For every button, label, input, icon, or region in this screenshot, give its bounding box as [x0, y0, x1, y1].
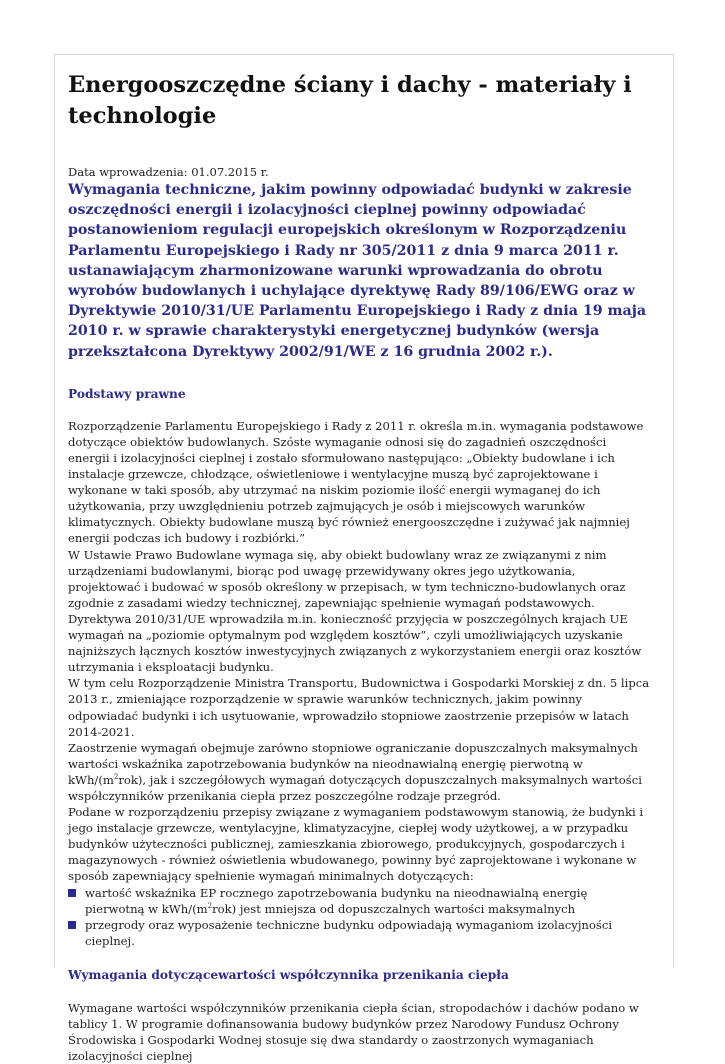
- list-item: [68, 885, 650, 917]
- text-run: wartość wskaźnika EP rocznego zapotrzebowania budynku na nieodnawialną energię pierwotną w kWh/(m: [85, 885, 588, 916]
- lead-paragraph: Wymagania techniczne, jakim powinny odpowiadać budynki w zakresie oszczędności energii i izolacyjności cieplnej powinny odpowiadać postanowieniom regulacji europejskich określonym w Rozporządzeniu Parlamentu Europejskiego i Rady nr 305/2011 z dnia 9 marca 2011 r. ustanawiającym zharmonizowane warunki wprowadzania do obrotu wyrobów budowlanych i uchylające dyrektywę Rady 89/106/EWG oraz w Dyrektywie 2010/31/UE Parlamentu Europejskiego i Rady z dnia 19 maja 2010 r. w sprawie charakterystyki energetycznej budynków (wersja przekształcona Dyrektywy 2002/91/WE z 16 grudnia 2002 r.).: [68, 182, 647, 360]
- section-body-legal-basis: [68, 418, 650, 949]
- publication-date: Data wprowadzenia: 01.07.2015 r.: [68, 165, 269, 179]
- body-paragraph: W tym celu Rozporządzenie Ministra Transportu, Budownictwa i Gospodarki Morskiej z dn. 5 lipca 2013 r., zmieniające rozporządzenie w sprawie warunków technicznych, jakim powinny odpowiadać budynki i ich usytuowanie, wprowadziło stopniowe zaostrzenie przepisów w latach 2014-2021.: [68, 676, 650, 739]
- text-run: rok), jak i szczegółowych wymagań dotyczących dopuszczalnych maksymalnych wartości współczynników przenikania ciepła przez poszczególne rodzaje przegród.: [68, 772, 642, 803]
- article: [68, 70, 650, 1064]
- body-paragraph: Dyrektywa 2010/31/UE wprowadziła m.in. konieczność przyjęcia w poszczególnych krajach UE wymagań na „poziomie optymalnym pod względem kosztów”, czyli umożliwiających uzyskanie najniższych łącznych kosztów inwestycyjnych związanych z wykorzystaniem energii oraz kosztów utrzymania i eksploatacji budynku.: [68, 611, 642, 675]
- body-paragraph: Podane w rozporządzeniu przepisy związane z wymaganiem podstawowym stanowią, że budynki i jego instalacje grzewcze, wentylacyjne, klimatyzacyjne, ciepłej wody użytkowej, a w przypadku budynków użyteczności publicznej, zamieszkania zbiorowego, produkcyjnych, gospodarczych i magazynowych - również oświetlenia wbudowanego, powinny być zaprojektowane i wykonane w sposób zapewniający spełnienie wymagań minimalnych dotyczących:: [68, 805, 644, 884]
- body-paragraph: Rozporządzenie Parlamentu Europejskiego i Rady z 2011 r. określa m.in. wymagania podstawowe dotyczące obiektów budowlanych. Szóste wymaganie odnosi się do zagadnień oszczędności energii i izolacyjności cieplnej i zostało sformułowano następująco: „Obiekty budowlane i ich instalacje grzewcze, chłodzące, oświetleniowe i wentylacyjne muszą być zaprojektowane i wykonane w taki sposób, aby utrzymać na niskim poziomie ilość energii wymaganej do ich użytkowania, przy uwzględnieniu potrzeb zajmujących je osób i miejscowych warunków klimatycznych. Obiekty budowlane muszą być również energooszczędne i zużywać jak najmniej energii podczas ich budowy i rozbiórki.”: [68, 418, 644, 546]
- superscript: 2: [207, 901, 213, 910]
- section-heading-heat-transfer: Wymagania dotyczącewartości współczynnika przenikania ciepła: [68, 967, 509, 982]
- page-title: Energooszczędne ściany i dachy - materiały i technologie: [68, 72, 632, 129]
- text-run: Zaostrzenie wymagań obejmuje zarówno stopniowe ograniczanie dopuszczalnych maksymalnych wartości wskaźnika zapotrzebowania budynków na nieodnawialną energię pierwotną w kWh/(m: [68, 740, 638, 787]
- list-item-text: przegrody oraz wyposażenie techniczne budynku odpowiadają wymaganiom izolacyjności cieplnej.: [85, 917, 613, 948]
- text-run: rok) jest mniejsza od dopuszczalnych wartości maksymalnych: [212, 901, 576, 916]
- section-heading-legal-basis: Podstawy prawne: [68, 386, 186, 401]
- superscript: 2: [113, 773, 119, 782]
- bullet-square-icon: [68, 921, 76, 929]
- list-item-text: [85, 885, 650, 917]
- list-item: [68, 917, 650, 949]
- body-paragraph: W Ustawie Prawo Budowlane wymaga się, aby obiekt budowlany wraz ze związanymi z nim urządzeniami budowlanymi, biorąc pod uwagę przewidywany okres jego użytkowania, projektować i budować w sposób określony w przepisach, w tym techniczno-budowlanych oraz zgodnie z zasadami wiedzy technicznej, zapewniając spełnienie wymagań podstawowych.: [68, 547, 626, 610]
- section-body-heat-transfer: [68, 1000, 650, 1064]
- body-paragraph: [68, 740, 650, 804]
- body-paragraph: Wymagane wartości współczynników przenikania ciepła ścian, stropodachów i dachów podano w tablicy 1. W programie dofinansowania budowy budynków przez Narodowy Fundusz Ochrony Środowiska i Gospodarki Wodnej stosuje się dwa standardy o zaostrzonych wymaganiach izolacyjności cieplnej: [68, 1000, 639, 1064]
- bullet-square-icon: [68, 889, 76, 897]
